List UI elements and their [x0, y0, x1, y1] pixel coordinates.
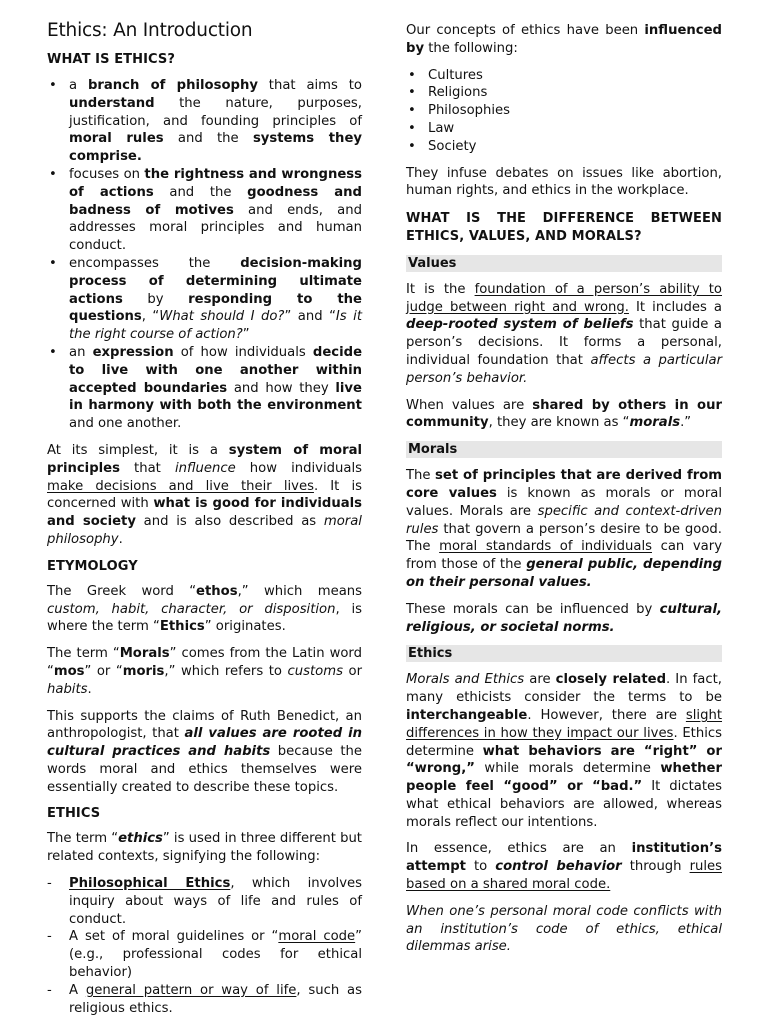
- paragraph-greek: The Greek word “ethos,” which means custom, habit, character, or disposition, is where the term “Ethics” originates.: [47, 583, 362, 635]
- heading-etymology: ETYMOLOGY: [47, 558, 138, 574]
- paragraph-essence: In essence, ethics are an institution’s attempt to control behavior through rules based on a shared moral code.: [406, 841, 722, 893]
- paragraph-morals-influenced: These morals can be influenced by cultural, religious, or societal norms.: [406, 601, 722, 635]
- paragraph-related: Morals and Ethics are closely related. In fact, many ethicists consider the terms to be interchangeable. However, there are slight differences in how they impact our lives. Ethics determine what behaviors are “right” or “wrong,” while morals determine whether people feel “good” or “bad.” It dictates what ethical behaviors are allowed, whereas morals reflect our intentions.: [406, 672, 722, 830]
- paragraph-set: The set of principles that are derived from core values is known as morals or moral values. Morals are specific and context-driven rules that govern a person’s desire to be good. The moral standards of individuals can vary from those of the general public, depending on their personal values.: [406, 468, 722, 590]
- heading-ethics: ETHICS: [47, 806, 101, 822]
- list-item: • Society: [406, 138, 722, 156]
- paragraph-morals-latin: The term “Morals” comes from the Latin word “mos” or “moris,” which refers to customs or habits.: [47, 646, 362, 697]
- list-item: • an expression of how individuals decide to live with one another within accepted boundaries and how they live in harmony with both the environment and one another.: [47, 344, 362, 433]
- paragraph-shared: When values are shared by others in our community, they are known as “morals.”: [406, 397, 722, 431]
- section-bar-ethics: Ethics: [406, 645, 722, 662]
- paragraph-infuse: They infuse debates on issues like abortion, human rights, and ethics in the workplace.: [406, 165, 722, 199]
- paragraph-influenced: Our concepts of ethics have been influenced by the following:: [406, 23, 722, 56]
- paragraph-term: The term “ethics” is used in three different but related contexts, signifying the following:: [47, 831, 362, 865]
- paragraph-benedict: This supports the claims of Ruth Benedict, an anthropologist, that all values are rooted in cultural practices and habits because the words moral and ethics themselves were essentially created to describe these topics.: [47, 708, 362, 795]
- right-column: [406, 22, 722, 965]
- page-title: Ethics: An Introduction: [47, 20, 253, 41]
- list-item: • Religions: [406, 84, 722, 102]
- list-item: - Philosophical Ethics, which involves inquiry about ways of life and rules of conduct.: [47, 875, 362, 928]
- heading-what-is-ethics: WHAT IS ETHICS?: [47, 52, 176, 67]
- definition-list: [47, 77, 362, 433]
- list-item: • encompasses the decision-making process of determining ultimate actions by responding to the questions, “What should I do?” and “Is it the right course of action?”: [47, 255, 362, 344]
- paragraph-simplest: At its simplest, it is a system of moral principles that influence how individuals make decisions and live their lives. It is concerned with what is good for individuals and society and is also described as moral philosophy.: [47, 442, 362, 547]
- list-item: • focuses on the rightness and wrongness of actions and the goodness and badness of motives and ends, and addresses moral principles and human conduct.: [47, 166, 362, 255]
- list-item: • Philosophies: [406, 102, 722, 120]
- list-item: - A set of moral guidelines or “moral code” (e.g., professional codes for ethical behavior): [47, 928, 362, 981]
- list-item: - A general pattern or way of life, such as religious ethics.: [47, 982, 362, 1018]
- left-column: [47, 52, 362, 1026]
- heading-difference: WHAT IS THE DIFFERENCE BETWEEN ETHICS, VALUES, AND MORALS?: [406, 211, 722, 244]
- list-item: • a branch of philosophy that aims to understand the nature, purposes, justification, and founding principles of moral rules and the systems they comprise.: [47, 77, 362, 166]
- section-bar-values: Values: [406, 255, 722, 272]
- contexts-list: [47, 875, 362, 1017]
- section-bar-morals: Morals: [406, 441, 722, 458]
- list-item: • Cultures: [406, 67, 722, 85]
- paragraph-values: It is the foundation of a person’s ability to judge between right and wrong. It includes a deep-rooted system of beliefs that guide a person’s decisions. It forms a personal, individual foundation that affects a particular person’s behavior.: [406, 281, 723, 386]
- list-item: • Law: [406, 120, 722, 138]
- paragraph-conflict: When one’s personal moral code conflicts with an institution’s code of ethics, ethical dilemmas arise.: [406, 903, 722, 955]
- influences-list: [406, 67, 722, 156]
